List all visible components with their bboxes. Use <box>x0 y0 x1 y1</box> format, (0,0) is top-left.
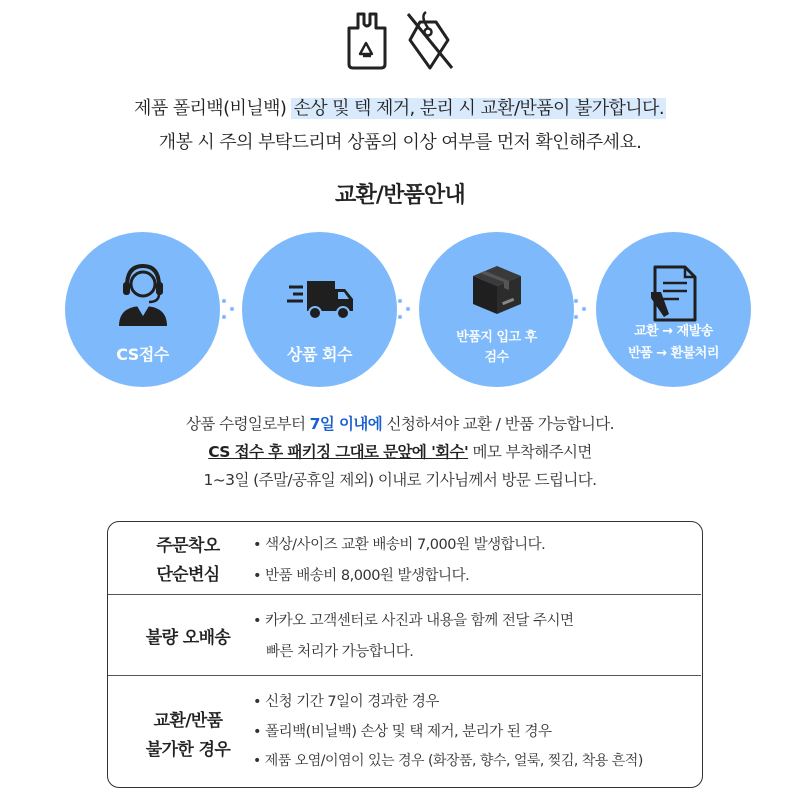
policy-item: • 카카오 고객센터로 사진과 내용을 함께 전달 주시면 <box>253 613 574 629</box>
policy-item: • 신청 기간 7일이 경과한 경우 <box>253 694 439 710</box>
policy-row-change-of-mind <box>108 522 701 594</box>
document-pen-icon <box>647 264 701 324</box>
desc-line-2: CS 접수 후 패키징 그대로 문앞에 '회수' 메모 부착해주시면 <box>208 443 592 461</box>
step-inspection <box>419 232 574 387</box>
policy-category: 단순변심 <box>156 565 220 585</box>
policy-row-not-allowed <box>108 676 701 786</box>
policy-category: 불량 오배송 <box>145 628 231 648</box>
step-label-line-2: 검수 <box>484 350 509 365</box>
policy-item: • 반품 배송비 8,000원 발생합니다. <box>253 568 470 584</box>
no-tag-icon <box>406 10 454 72</box>
deadline-highlight: 7일 이내에 <box>309 415 383 433</box>
notice-line-1: 제품 폴리백(비닐백) 손상 및 텍 제거, 분리 시 교환/반품이 불가합니다. <box>134 98 664 119</box>
step-cs-receipt <box>65 232 220 387</box>
desc-line-3: 1~3일 (주말/공휴일 제외) 이내로 기사님께서 방문 드립니다. <box>203 471 597 489</box>
delivery-truck-icon <box>285 277 355 321</box>
recycle-bag-icon <box>344 10 390 70</box>
header-icons <box>0 10 800 76</box>
policy-table <box>107 521 703 788</box>
policy-category: 주문착오 <box>156 536 220 556</box>
step-connector-dots <box>221 298 235 320</box>
policy-category: 교환/반품 <box>153 711 223 731</box>
policy-category: 불가한 경우 <box>145 740 231 760</box>
policy-item: • 폴리백(비닐백) 손상 및 택 제거, 분리가 된 경우 <box>253 724 552 740</box>
desc-line-1: 상품 수령일로부터 7일 이내에 신청하셔야 교환 / 반품 가능합니다. <box>186 415 614 433</box>
pickup-instruction: CS 접수 후 패키징 그대로 문앞에 '회수' <box>208 443 469 461</box>
step-connector-dots <box>573 298 587 320</box>
step-collection <box>242 232 397 387</box>
notice-line-2: 개봉 시 주의 부탁드리며 상품의 이상 여부를 먼저 확인해주세요. <box>158 132 642 153</box>
headset-agent-icon <box>113 260 173 328</box>
step-reship-refund <box>596 232 751 387</box>
notice-highlight: 손상 및 텍 제거, 분리 시 교환/반품이 불가합니다. <box>293 98 664 119</box>
step-label-line-1: 반품지 입고 후 <box>456 330 537 345</box>
policy-item: 빠른 처리가 가능합니다. <box>266 644 414 660</box>
section-title: 교환/반품안내 <box>335 183 465 208</box>
step-connector-dots <box>397 298 411 320</box>
policy-item: • 제품 오염/이염이 있는 경우 (화장품, 향수, 얼룩, 찢김, 착용 흔적) <box>253 753 643 769</box>
policy-row-defect <box>108 595 701 675</box>
policy-item: • 색상/사이즈 교환 배송비 7,000원 발생합니다. <box>253 537 546 553</box>
step-label: 상품 회수 <box>287 345 352 364</box>
step-label-line-1: 교환 → 재발송 <box>634 324 713 339</box>
package-box-icon <box>469 262 525 318</box>
step-label: CS접수 <box>116 345 169 364</box>
step-label-line-2: 반품 → 환불처리 <box>628 346 719 361</box>
